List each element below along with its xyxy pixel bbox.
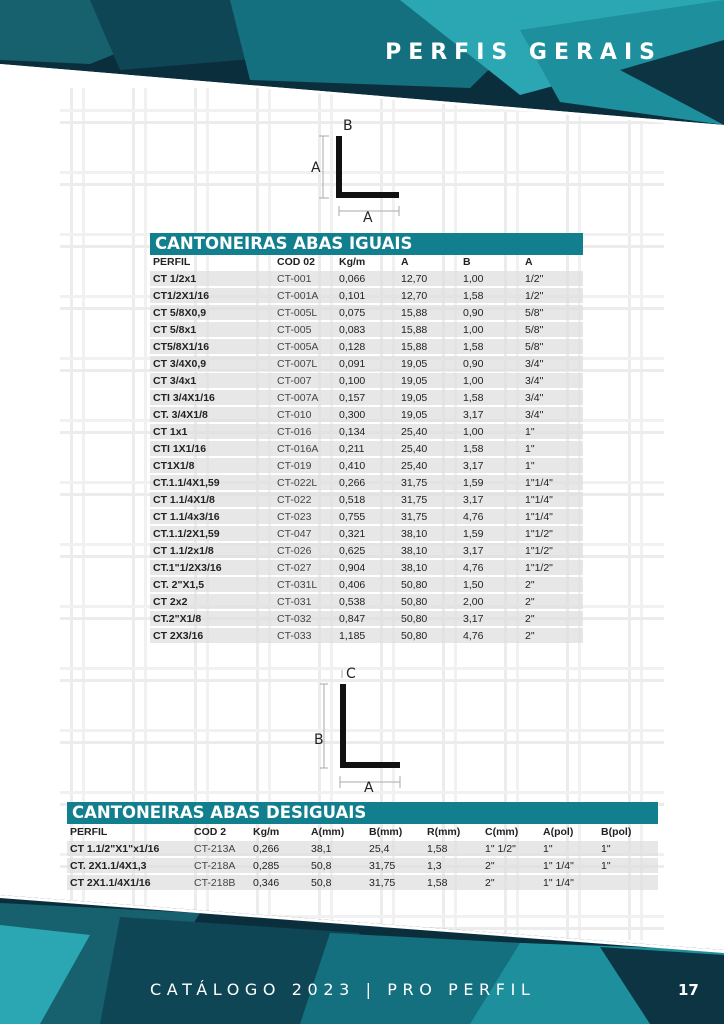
- value-cell: 15,88: [398, 322, 460, 337]
- profile-cell: CT1X1/8: [150, 458, 274, 473]
- table-row: [150, 475, 583, 490]
- column-header: B: [463, 256, 471, 268]
- column-header: A: [401, 256, 409, 268]
- table-row: [150, 509, 583, 524]
- value-cell: 5/8": [522, 339, 583, 354]
- value-cell: 1": [522, 458, 583, 473]
- table-row: [150, 373, 583, 388]
- code-cell: CT-027: [274, 560, 336, 575]
- profile-cell: CT.1"1/2X3/16: [150, 560, 274, 575]
- profile-cell: CT 5/8x1: [150, 322, 274, 337]
- value-cell: 25,40: [398, 441, 460, 456]
- profile-cell: CT 3/4X0,9: [150, 356, 274, 371]
- value-cell: 12,70: [398, 271, 460, 286]
- code-cell: CT-001: [274, 271, 336, 286]
- value-cell: 0,285: [250, 858, 308, 873]
- value-cell: 1,58: [460, 390, 522, 405]
- profile-cell: CT.1.1/4X1,59: [150, 475, 274, 490]
- table-row: [150, 424, 583, 439]
- section-title-desiguais: CANTONEIRAS ABAS DESIGUAIS: [67, 802, 658, 824]
- column-header: Kg/m: [339, 256, 366, 268]
- value-cell: 0,075: [336, 305, 398, 320]
- value-cell: 1,50: [460, 577, 522, 592]
- column-header: R(mm): [427, 826, 461, 838]
- value-cell: 3/4": [522, 356, 583, 371]
- value-cell: 0,406: [336, 577, 398, 592]
- value-cell: 3,17: [460, 543, 522, 558]
- table-row: [150, 458, 583, 473]
- table-row: [150, 543, 583, 558]
- value-cell: 0,211: [336, 441, 398, 456]
- value-cell: 0,755: [336, 509, 398, 524]
- value-cell: 50,8: [308, 858, 366, 873]
- value-cell: 4,76: [460, 560, 522, 575]
- value-cell: 2": [522, 611, 583, 626]
- table-row: [150, 577, 583, 592]
- value-cell: 2,00: [460, 594, 522, 609]
- column-header: PERFIL: [153, 256, 191, 268]
- value-cell: 1": [522, 424, 583, 439]
- value-cell: 31,75: [366, 858, 424, 873]
- value-cell: 2": [522, 628, 583, 643]
- value-cell: 0,321: [336, 526, 398, 541]
- column-header: COD 2: [194, 826, 227, 838]
- value-cell: 38,10: [398, 526, 460, 541]
- table-row: [67, 875, 658, 890]
- value-cell: 1,58: [460, 441, 522, 456]
- value-cell: 0,90: [460, 305, 522, 320]
- value-cell: 1,58: [460, 339, 522, 354]
- value-cell: 3,17: [460, 458, 522, 473]
- label-c: C: [346, 666, 356, 682]
- value-cell: 31,75: [398, 492, 460, 507]
- value-cell: 12,70: [398, 288, 460, 303]
- value-cell: 0,266: [250, 841, 308, 856]
- value-cell: 5/8": [522, 305, 583, 320]
- profile-cell: CT.2"X1/8: [150, 611, 274, 626]
- value-cell: 1" 1/2": [482, 841, 540, 856]
- value-cell: 1,00: [460, 373, 522, 388]
- table-row: [150, 288, 583, 303]
- table-row: [150, 271, 583, 286]
- profile-cell: CT 1.1/4X1/8: [150, 492, 274, 507]
- column-header: Kg/m: [253, 826, 280, 838]
- equal-angle-diagram: [305, 112, 415, 224]
- label-b: B: [343, 118, 353, 134]
- profile-cell: CT. 3/4X1/8: [150, 407, 274, 422]
- code-cell: CT-047: [274, 526, 336, 541]
- value-cell: 31,75: [398, 475, 460, 490]
- column-header: A: [525, 256, 533, 268]
- value-cell: 4,76: [460, 628, 522, 643]
- column-header: A(pol): [543, 826, 574, 838]
- value-cell: 3/4": [522, 407, 583, 422]
- code-cell: CT-005A: [274, 339, 336, 354]
- value-cell: 1,00: [460, 322, 522, 337]
- value-cell: 31,75: [398, 509, 460, 524]
- unequal-angle-diagram: [310, 664, 420, 794]
- value-cell: 0,066: [336, 271, 398, 286]
- value-cell: 0,100: [336, 373, 398, 388]
- value-cell: 1"1/4": [522, 509, 583, 524]
- profile-cell: CT 1.1/2x1/8: [150, 543, 274, 558]
- value-cell: 4,76: [460, 509, 522, 524]
- table-row: [150, 526, 583, 541]
- profile-cell: CT 2X1.1/4X1/16: [67, 875, 191, 890]
- value-cell: 3/4": [522, 390, 583, 405]
- value-cell: 1": [522, 441, 583, 456]
- code-cell: CT-031L: [274, 577, 336, 592]
- column-header: COD 02: [277, 256, 315, 268]
- value-cell: 1": [540, 841, 598, 856]
- table-row: [150, 390, 583, 405]
- value-cell: 1"1/2": [522, 543, 583, 558]
- profile-cell: CT5/8X1/16: [150, 339, 274, 354]
- value-cell: 0,410: [336, 458, 398, 473]
- value-cell: 1": [598, 841, 658, 856]
- profile-cell: CT1/2X1/16: [150, 288, 274, 303]
- page-number: 17: [678, 981, 699, 999]
- value-cell: 1,3: [424, 858, 482, 873]
- table-row: [150, 594, 583, 609]
- value-cell: 50,80: [398, 577, 460, 592]
- code-cell: CT-007A: [274, 390, 336, 405]
- code-cell: CT-010: [274, 407, 336, 422]
- code-cell: CT-033: [274, 628, 336, 643]
- code-cell: CT-218A: [191, 858, 250, 873]
- table-row: [150, 628, 583, 643]
- column-header: B(mm): [369, 826, 403, 838]
- value-cell: 25,40: [398, 458, 460, 473]
- table-row: [150, 339, 583, 354]
- value-cell: 2": [522, 577, 583, 592]
- value-cell: 50,80: [398, 594, 460, 609]
- value-cell: 1,00: [460, 424, 522, 439]
- value-cell: 1" 1/4": [540, 875, 598, 890]
- profile-cell: CT 1.1/4x3/16: [150, 509, 274, 524]
- value-cell: 3,17: [460, 407, 522, 422]
- value-cell: 38,1: [308, 841, 366, 856]
- header-title: PERFIS GERAIS: [385, 40, 662, 65]
- value-cell: 1,58: [424, 841, 482, 856]
- profile-cell: CT 3/4x1: [150, 373, 274, 388]
- value-cell: 0,101: [336, 288, 398, 303]
- code-cell: CT-032: [274, 611, 336, 626]
- value-cell: 1,58: [460, 288, 522, 303]
- value-cell: 5/8": [522, 322, 583, 337]
- value-cell: 0,518: [336, 492, 398, 507]
- table-row: [150, 407, 583, 422]
- profile-cell: CT. 2X1.1/4X1,3: [67, 858, 191, 873]
- value-cell: 1,185: [336, 628, 398, 643]
- value-cell: 38,10: [398, 543, 460, 558]
- value-cell: 1"1/4": [522, 492, 583, 507]
- value-cell: 2": [522, 594, 583, 609]
- label-a: A: [364, 780, 374, 794]
- value-cell: 0,266: [336, 475, 398, 490]
- profile-cell: CT 1x1: [150, 424, 274, 439]
- table-row: [150, 305, 583, 320]
- value-cell: 1/2": [522, 288, 583, 303]
- value-cell: 0,904: [336, 560, 398, 575]
- code-cell: CT-213A: [191, 841, 250, 856]
- value-cell: 0,625: [336, 543, 398, 558]
- table-row: [67, 858, 658, 873]
- value-cell: 19,05: [398, 356, 460, 371]
- value-cell: 0,157: [336, 390, 398, 405]
- profile-cell: CTI 3/4X1/16: [150, 390, 274, 405]
- value-cell: 2": [482, 858, 540, 873]
- profile-cell: CT 2x2: [150, 594, 274, 609]
- code-cell: CT-007L: [274, 356, 336, 371]
- value-cell: 1" 1/4": [540, 858, 598, 873]
- value-cell: 15,88: [398, 305, 460, 320]
- value-cell: 1,00: [460, 271, 522, 286]
- code-cell: CT-023: [274, 509, 336, 524]
- value-cell: 0,128: [336, 339, 398, 354]
- profile-cell: CT 1.1/2"X1"x1/16: [67, 841, 191, 856]
- value-cell: 1,59: [460, 475, 522, 490]
- code-cell: CT-016A: [274, 441, 336, 456]
- code-cell: CT-026: [274, 543, 336, 558]
- code-cell: CT-007: [274, 373, 336, 388]
- value-cell: 31,75: [366, 875, 424, 890]
- value-cell: 0,847: [336, 611, 398, 626]
- table-row: [67, 841, 658, 856]
- section-title-iguais: CANTONEIRAS ABAS IGUAIS: [150, 233, 583, 255]
- value-cell: 25,40: [398, 424, 460, 439]
- value-cell: 1/2": [522, 271, 583, 286]
- value-cell: 1,59: [460, 526, 522, 541]
- table-row: [150, 560, 583, 575]
- value-cell: 1"1/4": [522, 475, 583, 490]
- value-cell: 1"1/2": [522, 560, 583, 575]
- value-cell: 0,538: [336, 594, 398, 609]
- column-header: PERFIL: [70, 826, 108, 838]
- code-cell: CT-016: [274, 424, 336, 439]
- code-cell: CT-019: [274, 458, 336, 473]
- footer-text: CATÁLOGO 2023 | PRO PERFIL: [150, 980, 536, 999]
- code-cell: CT-031: [274, 594, 336, 609]
- profile-cell: CT. 2"X1,5: [150, 577, 274, 592]
- column-header: A(mm): [311, 826, 345, 838]
- code-cell: CT-218B: [191, 875, 250, 890]
- table-row: [150, 492, 583, 507]
- table-row: [150, 441, 583, 456]
- value-cell: 0,091: [336, 356, 398, 371]
- profile-cell: CTI 1X1/16: [150, 441, 274, 456]
- value-cell: [598, 875, 658, 890]
- profile-cell: CT.1.1/2X1,59: [150, 526, 274, 541]
- footer-banner: [0, 895, 724, 1024]
- code-cell: CT-022L: [274, 475, 336, 490]
- code-cell: CT-005: [274, 322, 336, 337]
- equal-angle-table: [150, 253, 583, 645]
- value-cell: 50,8: [308, 875, 366, 890]
- label-a-vertical: A: [311, 160, 321, 176]
- label-a-horizontal: A: [363, 210, 373, 224]
- value-cell: 1": [598, 858, 658, 873]
- value-cell: 1,58: [424, 875, 482, 890]
- column-header: B(pol): [601, 826, 632, 838]
- value-cell: 3,17: [460, 611, 522, 626]
- value-cell: 0,134: [336, 424, 398, 439]
- column-header: C(mm): [485, 826, 519, 838]
- value-cell: 2": [482, 875, 540, 890]
- unequal-angle-table: [67, 823, 658, 892]
- value-cell: 19,05: [398, 407, 460, 422]
- profile-cell: CT 2X3/16: [150, 628, 274, 643]
- value-cell: 19,05: [398, 390, 460, 405]
- value-cell: 3/4": [522, 373, 583, 388]
- value-cell: 50,80: [398, 628, 460, 643]
- table-row: [150, 322, 583, 337]
- value-cell: 1"1/2": [522, 526, 583, 541]
- value-cell: 0,300: [336, 407, 398, 422]
- label-b: B: [314, 732, 324, 748]
- value-cell: 0,083: [336, 322, 398, 337]
- value-cell: 19,05: [398, 373, 460, 388]
- code-cell: CT-005L: [274, 305, 336, 320]
- value-cell: 25,4: [366, 841, 424, 856]
- table-row: [150, 356, 583, 371]
- code-cell: CT-022: [274, 492, 336, 507]
- profile-cell: CT 5/8X0,9: [150, 305, 274, 320]
- value-cell: 3,17: [460, 492, 522, 507]
- code-cell: CT-001A: [274, 288, 336, 303]
- value-cell: 0,346: [250, 875, 308, 890]
- value-cell: 15,88: [398, 339, 460, 354]
- table-row: [150, 611, 583, 626]
- value-cell: 50,80: [398, 611, 460, 626]
- profile-cell: CT 1/2x1: [150, 271, 274, 286]
- value-cell: 0,90: [460, 356, 522, 371]
- value-cell: 38,10: [398, 560, 460, 575]
